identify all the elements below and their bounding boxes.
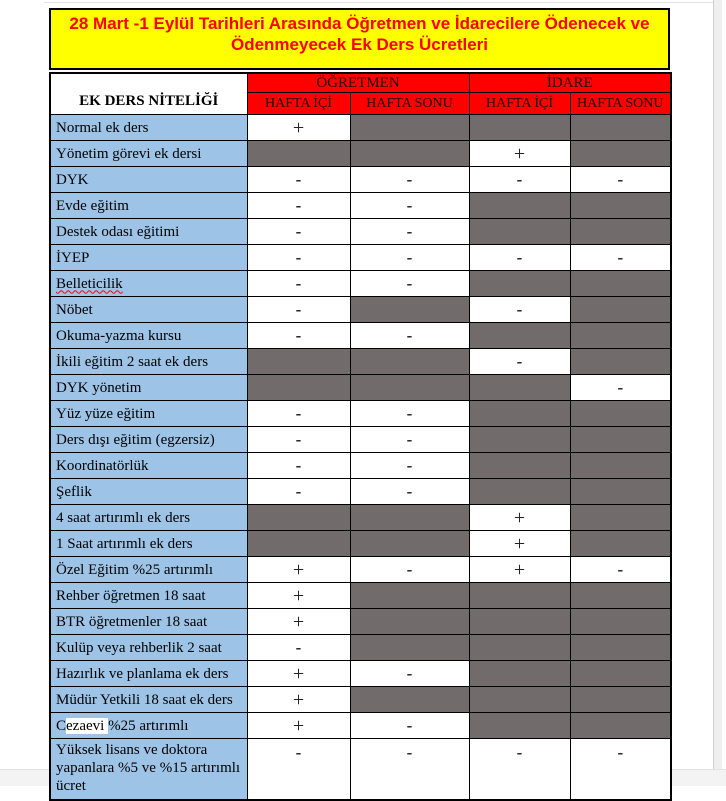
row-label-text: Koordinatörlük (56, 457, 149, 474)
table-row (50, 271, 671, 297)
cell-paid: + (469, 557, 570, 583)
cell-not-applicable (570, 713, 671, 739)
cell-paid: + (247, 115, 350, 141)
row-label-text: DYK (56, 171, 89, 188)
cell-paid: + (247, 609, 350, 635)
row-label-text: Yüksek lisans ve doktora yapanlara %5 ve %15 artırımlı ücret (56, 742, 241, 794)
cell-not-applicable (570, 531, 671, 557)
row-label (50, 635, 247, 661)
cell-not-paid: - (350, 401, 469, 427)
page-edge-right (713, 0, 722, 770)
table-row (50, 115, 671, 141)
cell-not-applicable (570, 583, 671, 609)
table-row (50, 661, 671, 687)
cell-not-applicable (570, 427, 671, 453)
cell-not-applicable (350, 635, 469, 661)
row-label-text: Şeflik (56, 483, 92, 500)
cell-not-paid: - (469, 167, 570, 193)
cell-not-paid: - (350, 167, 469, 193)
cell-not-applicable (350, 115, 469, 141)
cell-not-paid: - (247, 245, 350, 271)
cell-not-applicable (570, 401, 671, 427)
row-label (50, 219, 247, 245)
row-label (50, 141, 247, 167)
cell-not-applicable (570, 193, 671, 219)
cell-not-applicable (350, 583, 469, 609)
row-label (50, 453, 247, 479)
cell-not-paid: - (570, 245, 671, 271)
table-row (50, 713, 671, 739)
row-label-text: Belleticilik (56, 275, 123, 292)
cell-not-applicable (570, 219, 671, 245)
row-label (50, 245, 247, 271)
row-label (50, 115, 247, 141)
cell-not-applicable (570, 141, 671, 167)
cell-not-applicable (570, 505, 671, 531)
cell-not-applicable (350, 609, 469, 635)
row-label-text: Normal ek ders (56, 119, 149, 136)
cell-not-applicable (469, 661, 570, 687)
row-label-text: Ders dışı eğitim (egzersiz) (56, 431, 215, 448)
row-label-text: Özel Eğitim %25 artırımlı (56, 561, 214, 578)
cell-not-applicable (570, 479, 671, 505)
cell-not-paid: - (350, 219, 469, 245)
row-label: Cezaevi %25 artırımlı (50, 713, 247, 739)
cell-not-applicable (350, 375, 469, 401)
cell-not-paid: - (469, 739, 570, 801)
cell-not-paid: - (350, 453, 469, 479)
table-row (50, 583, 671, 609)
table-row (50, 349, 671, 375)
row-label-text: Yüz yüze eğitim (56, 405, 156, 422)
cell-not-applicable (469, 687, 570, 713)
fee-table (49, 72, 672, 801)
cell-not-applicable (469, 583, 570, 609)
cell-not-paid: - (247, 427, 350, 453)
table-row (50, 505, 671, 531)
cell-not-paid: - (247, 479, 350, 505)
row-label (50, 427, 247, 453)
row-label (50, 687, 247, 713)
table-row (50, 167, 671, 193)
row-label-text: 1 Saat artırımlı ek ders (56, 535, 193, 552)
cell-not-paid: - (350, 739, 469, 801)
table-row (50, 557, 671, 583)
group-header-row (50, 73, 671, 93)
cell-not-applicable (570, 661, 671, 687)
cell-not-applicable (570, 115, 671, 141)
cell-not-applicable (570, 609, 671, 635)
row-label-text: Evde eğitim (56, 197, 129, 214)
cell-not-paid: - (350, 661, 469, 687)
row-label-text: Destek odası eğitimi (56, 223, 180, 240)
cell-not-applicable (350, 505, 469, 531)
row-label-text: Hazırlık ve planlama ek ders (56, 665, 229, 682)
cell-not-paid: - (247, 323, 350, 349)
row-label (50, 167, 247, 193)
cell-not-applicable (469, 427, 570, 453)
cell-not-applicable (469, 271, 570, 297)
column-header-idare-hafta-ici: HAFTA İÇİ (469, 93, 570, 115)
cell-not-applicable (350, 687, 469, 713)
cell-paid: + (469, 531, 570, 557)
cell-not-applicable (350, 141, 469, 167)
row-label (50, 193, 247, 219)
cell-not-applicable (570, 453, 671, 479)
highlighted-text: ezaevi (66, 717, 109, 734)
cell-not-paid: - (247, 453, 350, 479)
table-row (50, 609, 671, 635)
cell-not-applicable (469, 401, 570, 427)
table-row (50, 141, 671, 167)
cell-paid: + (247, 687, 350, 713)
cell-not-paid: - (469, 245, 570, 271)
cell-not-applicable (570, 297, 671, 323)
table-row (50, 401, 671, 427)
table-row (50, 375, 671, 401)
cell-not-applicable (469, 375, 570, 401)
table-row (50, 297, 671, 323)
cell-not-paid: - (247, 401, 350, 427)
row-label (50, 349, 247, 375)
cell-not-paid: - (350, 427, 469, 453)
cell-not-paid: - (469, 349, 570, 375)
row-label (50, 479, 247, 505)
row-label (50, 583, 247, 609)
cell-paid: + (247, 557, 350, 583)
document-title: 28 Mart -1 Eylül Tarihleri Arasında Öğretmen ve İdarecilere Ödenecek ve Ödenmeyecek Ek Ders Ücretleri (49, 8, 670, 70)
row-label (50, 661, 247, 687)
cell-not-paid: - (350, 479, 469, 505)
cell-not-applicable (350, 531, 469, 557)
row-label (50, 609, 247, 635)
cell-not-applicable (247, 531, 350, 557)
table-row (50, 479, 671, 505)
table-row (50, 245, 671, 271)
column-group-ogretmen: ÖĞRETMEN (247, 73, 469, 93)
cell-not-paid: - (350, 713, 469, 739)
cell-paid: + (247, 713, 350, 739)
cell-not-applicable (350, 297, 469, 323)
column-header-ogretmen-hafta-ici: HAFTA İÇİ (247, 93, 350, 115)
cell-not-paid: - (350, 271, 469, 297)
cell-not-applicable (570, 323, 671, 349)
cell-not-applicable (247, 375, 350, 401)
cell-not-applicable (469, 453, 570, 479)
cell-not-paid: - (570, 557, 671, 583)
row-label (50, 375, 247, 401)
row-label-text: İkili eğitim 2 saat ek ders (56, 353, 209, 370)
cell-paid: + (469, 141, 570, 167)
cell-paid: + (247, 661, 350, 687)
row-label (50, 505, 247, 531)
table-row (50, 687, 671, 713)
cell-not-applicable (247, 141, 350, 167)
row-label-text: BTR öğretmenler 18 saat (56, 613, 208, 630)
table-row (50, 219, 671, 245)
cell-not-applicable (469, 115, 570, 141)
table-row (50, 635, 671, 661)
cell-not-paid: - (469, 297, 570, 323)
row-label (50, 739, 247, 801)
cell-not-applicable (350, 349, 469, 375)
cell-paid: + (247, 583, 350, 609)
row-label-text: Yönetim görevi ek dersi (56, 145, 202, 162)
cell-not-paid: - (350, 245, 469, 271)
cell-not-applicable (469, 609, 570, 635)
row-label-text: Müdür Yetkili 18 saat ek ders (56, 691, 233, 708)
row-label (50, 323, 247, 349)
cell-not-paid: - (247, 297, 350, 323)
cell-not-paid: - (350, 557, 469, 583)
table-row (50, 531, 671, 557)
column-header-ek-ders-niteligi: EK DERS NİTELİĞİ (50, 73, 247, 115)
row-label-text: 4 saat artırımlı ek ders (56, 509, 191, 526)
table-row (50, 193, 671, 219)
row-label (50, 297, 247, 323)
cell-not-paid: - (247, 193, 350, 219)
cell-not-applicable (469, 219, 570, 245)
cell-not-applicable (469, 323, 570, 349)
cell-not-paid: - (350, 193, 469, 219)
page-edge-top (44, 2, 720, 3)
row-label-text: Kulüp veya rehberlik 2 saat (56, 639, 222, 656)
table-row (50, 323, 671, 349)
cell-not-applicable (570, 349, 671, 375)
cell-not-applicable (570, 687, 671, 713)
cell-not-applicable (469, 479, 570, 505)
row-label-text: Nöbet (56, 301, 93, 318)
cell-not-paid: - (247, 271, 350, 297)
document-page (49, 8, 670, 801)
cell-not-paid: - (570, 739, 671, 801)
cell-not-applicable (570, 635, 671, 661)
table-body (50, 115, 671, 801)
cell-not-applicable (570, 271, 671, 297)
table-row (50, 427, 671, 453)
row-label (50, 401, 247, 427)
cell-not-paid: - (350, 323, 469, 349)
cell-not-applicable (469, 713, 570, 739)
cell-not-paid: - (247, 167, 350, 193)
row-label-text: Okuma-yazma kursu (56, 327, 182, 344)
cell-paid: + (469, 505, 570, 531)
cell-not-applicable (469, 635, 570, 661)
column-group-idare: İDARE (469, 73, 671, 93)
row-label (50, 557, 247, 583)
row-label-text: İYEP (56, 249, 90, 266)
cell-not-paid: - (247, 219, 350, 245)
row-label-text: Rehber öğretmen 18 saat (56, 587, 206, 604)
column-header-idare-hafta-sonu: HAFTA SONU (570, 93, 671, 115)
cell-not-applicable (247, 349, 350, 375)
cell-not-paid: - (570, 375, 671, 401)
cell-not-applicable (469, 193, 570, 219)
table-row (50, 739, 671, 801)
column-header-ogretmen-hafta-sonu: HAFTA SONU (350, 93, 469, 115)
cell-not-paid: - (247, 739, 350, 801)
cell-not-paid: - (247, 635, 350, 661)
cell-not-paid: - (570, 167, 671, 193)
table-row (50, 453, 671, 479)
row-label-text: DYK yönetim (56, 379, 142, 396)
row-label (50, 271, 247, 297)
cell-not-applicable (247, 505, 350, 531)
row-label (50, 531, 247, 557)
